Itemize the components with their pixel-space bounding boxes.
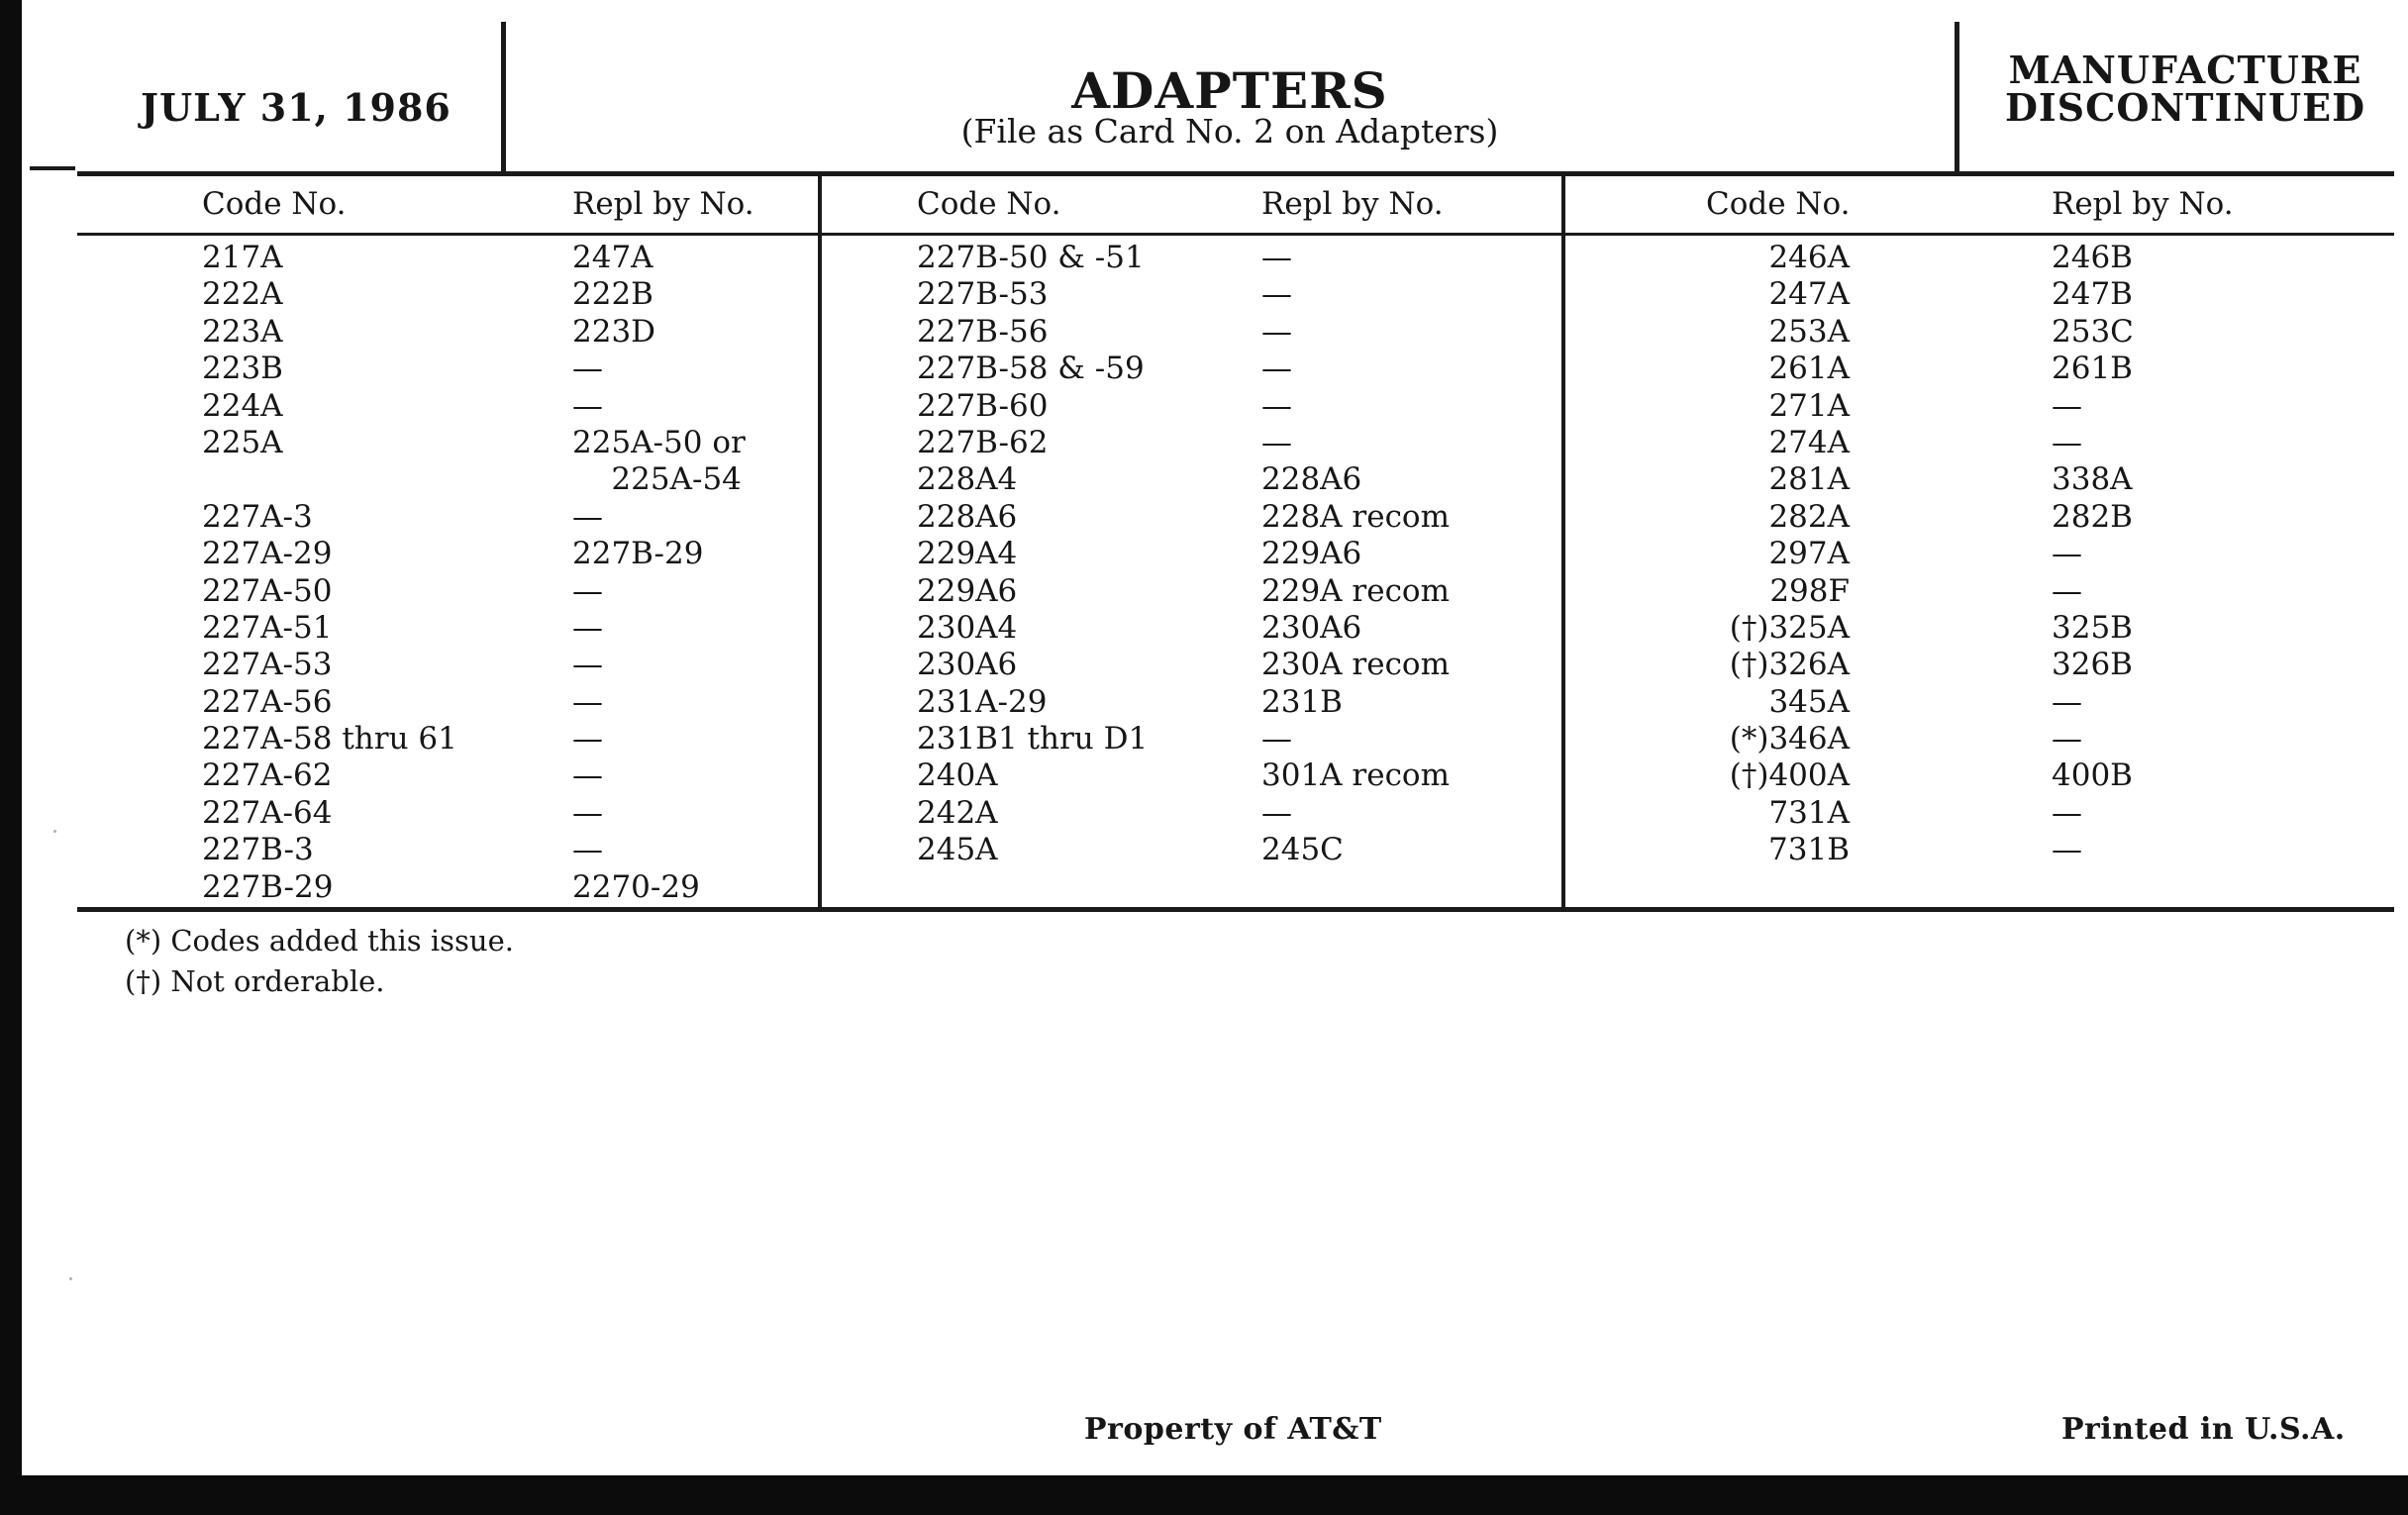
code-cell: 230A4 — [917, 609, 1018, 646]
code-cell: 225A — [202, 424, 283, 460]
code-cell: 242A — [917, 794, 998, 831]
code-cell: (†)326A — [1729, 647, 1850, 683]
replacement-cell: — — [2052, 683, 2082, 720]
replacement-cell: 222B — [572, 276, 653, 313]
header-rule — [77, 171, 2394, 176]
column-group-divider-2 — [1561, 174, 1565, 909]
replacement-cell: 282B — [2052, 498, 2133, 535]
column-header-rule — [77, 233, 2394, 236]
replacement-cell: 400B — [2052, 758, 2133, 794]
replacement-cell: — — [1261, 351, 1292, 387]
status-label — [1992, 48, 2378, 130]
code-cell: 227B-60 — [917, 387, 1049, 424]
header-divider-right — [1955, 22, 1959, 172]
replacement-cell: 230A recom — [1261, 647, 1450, 683]
replacement-column — [1261, 240, 1450, 869]
replacement-cell: 338A — [2052, 461, 2133, 498]
header-divider-left — [501, 22, 506, 172]
replacement-cell: 229A6 — [1261, 536, 1362, 572]
paper-speck — [69, 1277, 72, 1280]
replacement-cell: — — [1261, 424, 1292, 460]
code-cell: (†)400A — [1729, 758, 1850, 794]
code-cell: 247A — [1768, 276, 1850, 313]
code-cell: 231A-29 — [917, 683, 1048, 720]
code-cell: 345A — [1768, 683, 1850, 720]
replacement-cell: 231B — [1261, 683, 1343, 720]
code-cell: 223B — [202, 351, 283, 387]
code-cell: 297A — [1768, 536, 1850, 572]
printed-notice: Printed in U.S.A. — [2061, 1412, 2346, 1447]
column-group-divider-1 — [818, 174, 822, 909]
replacement-cell: 261B — [2052, 351, 2133, 387]
replacement-cell: — — [572, 351, 603, 387]
code-cell: 229A6 — [917, 572, 1018, 609]
code-cell: 227B-58 & -59 — [917, 351, 1145, 387]
code-cell: 281A — [1768, 461, 1850, 498]
code-cell: 217A — [202, 240, 283, 275]
replacement-cell: 229A recom — [1261, 572, 1450, 609]
code-cell: 227A-53 — [202, 647, 333, 683]
code-cell: 229A4 — [917, 536, 1018, 572]
replacement-cell: — — [1261, 721, 1292, 758]
code-cell: 298F — [1769, 572, 1850, 609]
code-cell: 228A4 — [917, 461, 1018, 498]
replacement-cell: 228A recom — [1261, 498, 1450, 535]
replacement-cell: — — [1261, 387, 1292, 424]
replacement-cell: — — [2052, 794, 2082, 831]
code-column — [1671, 240, 1850, 869]
replacement-cell: — — [2052, 387, 2082, 424]
code-cell: 230A6 — [917, 647, 1018, 683]
replacement-cell: 247B — [2052, 276, 2133, 313]
replacement-cell: 247A — [572, 240, 653, 275]
code-cell: 227A-29 — [202, 536, 333, 572]
code-cell: 227B-53 — [917, 276, 1049, 313]
replacement-cell: 253C — [2052, 313, 2134, 350]
code-cell: 227B-50 & -51 — [917, 240, 1145, 275]
replacement-cell: 228A6 — [1261, 461, 1362, 498]
code-cell: 227A-51 — [202, 609, 333, 646]
replacement-cell: 227B-29 — [572, 536, 704, 572]
replacement-cell: 326B — [2052, 647, 2133, 683]
column-header-repl: Repl by No. — [1261, 186, 1444, 222]
replacement-cell: — — [572, 647, 603, 683]
code-column — [202, 240, 457, 906]
replacement-column — [572, 240, 746, 906]
replacement-cell: 230A6 — [1261, 609, 1362, 646]
replacement-cell: — — [1261, 794, 1292, 831]
code-cell: 227B-3 — [202, 832, 314, 868]
code-cell: 223A — [202, 313, 283, 350]
code-cell: 227B-29 — [202, 868, 334, 905]
code-cell: 224A — [202, 387, 283, 424]
replacement-cell: — — [2052, 572, 2082, 609]
footnotes — [125, 921, 514, 1002]
replacement-cell: — — [572, 794, 603, 831]
code-cell: 253A — [1768, 313, 1850, 350]
code-cell: 282A — [1768, 498, 1850, 535]
replacement-cell: — — [572, 721, 603, 758]
code-cell: 261A — [1768, 351, 1850, 387]
code-cell: 227A-50 — [202, 572, 333, 609]
column-header-code: Code No. — [202, 186, 347, 222]
code-cell: 227B-62 — [917, 424, 1049, 460]
replacement-cell: — — [2052, 721, 2082, 758]
footnote-dagger: (†) Not orderable. — [125, 964, 385, 998]
status-line-1: MANUFACTURE — [2008, 48, 2362, 92]
code-cell: 227A-58 thru 61 — [202, 721, 457, 758]
replacement-cell: — — [2052, 832, 2082, 868]
code-cell: 274A — [1768, 424, 1850, 460]
code-cell: 227A-56 — [202, 683, 333, 720]
replacement-cell: 246B — [2052, 240, 2133, 275]
replacement-cell: — — [572, 572, 603, 609]
replacement-cell: — — [2052, 536, 2082, 572]
replacement-cell: — — [1261, 313, 1292, 350]
replacement-cell: 325B — [2052, 609, 2133, 646]
code-cell: 231B1 thru D1 — [917, 721, 1149, 758]
code-cell: 228A6 — [917, 498, 1018, 535]
footnote-asterisk: (*) Codes added this issue. — [125, 924, 514, 958]
code-cell: 227A-3 — [202, 498, 313, 535]
page-subtitle: (File as Card No. 2 on Adapters) — [960, 112, 1499, 151]
code-cell: 731B — [1768, 832, 1850, 868]
replacement-cell: 301A recom — [1261, 758, 1450, 794]
code-cell: 240A — [917, 758, 998, 794]
page-title: ADAPTERS — [1071, 61, 1388, 120]
replacement-column — [2052, 240, 2134, 869]
replacement-cell: — — [2052, 424, 2082, 460]
column-header-code: Code No. — [917, 186, 1061, 222]
replacement-cell: 225A-54 — [572, 461, 742, 498]
replacement-cell: — — [572, 832, 603, 868]
column-header-repl: Repl by No. — [2052, 186, 2234, 222]
issue-date: JULY 31, 1986 — [141, 85, 452, 130]
replacement-cell: — — [572, 498, 603, 535]
replacement-cell: — — [572, 609, 603, 646]
code-cell: (*)346A — [1729, 721, 1850, 758]
replacement-cell: 245C — [1261, 832, 1344, 868]
property-notice: Property of AT&T — [1084, 1412, 1382, 1447]
replacement-cell: — — [572, 683, 603, 720]
code-cell: 246A — [1768, 240, 1850, 275]
code-cell: 227A-64 — [202, 794, 333, 831]
code-cell: 227B-56 — [917, 313, 1049, 350]
code-cell: 222A — [202, 276, 283, 313]
code-column — [917, 240, 1148, 869]
status-line-2: DISCONTINUED — [2004, 85, 2366, 130]
code-cell: 731A — [1768, 794, 1850, 831]
paper-speck — [53, 830, 56, 833]
column-header-code: Code No. — [1706, 186, 1851, 222]
column-header-repl: Repl by No. — [572, 186, 754, 222]
replacement-cell: 223D — [572, 313, 656, 350]
code-cell: 271A — [1768, 387, 1850, 424]
replacement-cell: 225A-50 or — [572, 424, 746, 460]
margin-tick — [30, 166, 75, 170]
replacement-cell: — — [572, 387, 603, 424]
replacement-cell: — — [1261, 276, 1292, 313]
replacement-cell: — — [572, 758, 603, 794]
table-bottom-rule — [77, 907, 2394, 912]
catalog-card — [22, 0, 2408, 1475]
code-cell: 245A — [917, 832, 998, 868]
code-cell: 227A-62 — [202, 758, 333, 794]
code-cell: (†)325A — [1729, 609, 1850, 646]
code-cell — [202, 461, 457, 498]
replacement-cell: 2270-29 — [572, 868, 700, 905]
replacement-cell: — — [1261, 240, 1292, 275]
